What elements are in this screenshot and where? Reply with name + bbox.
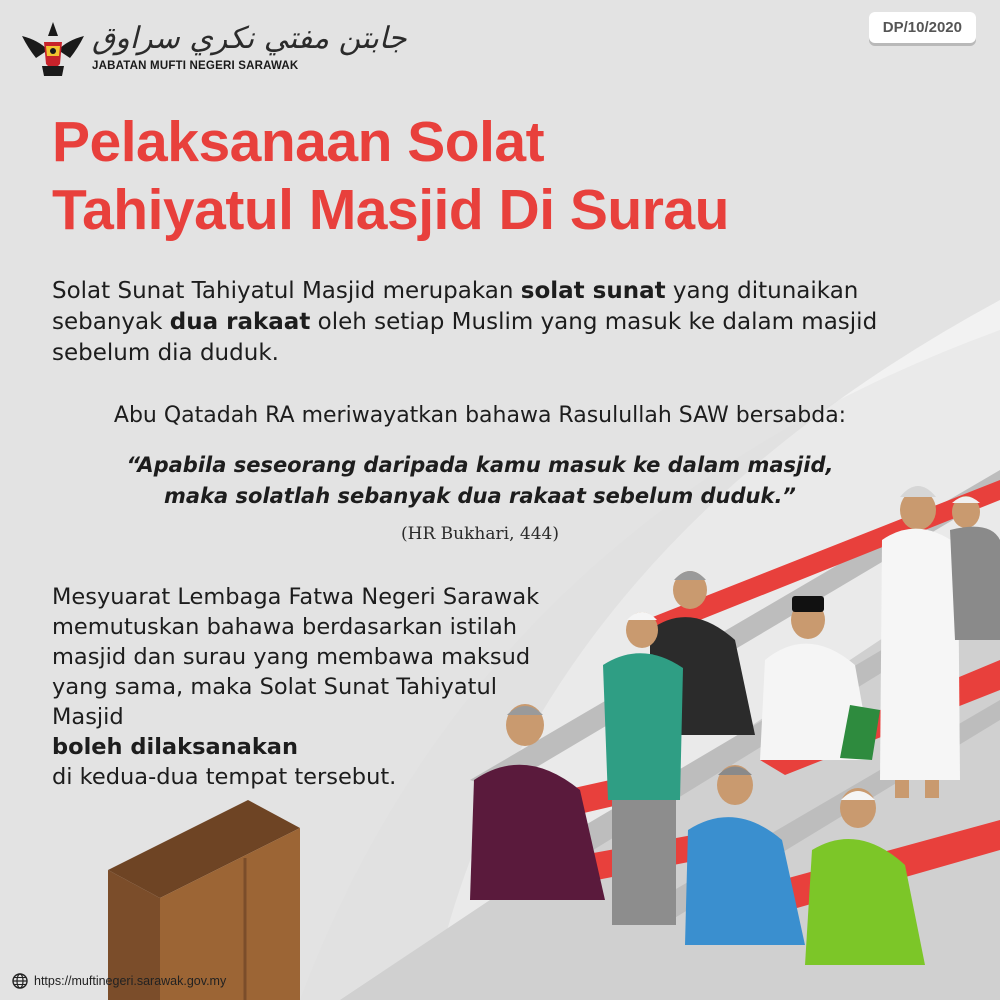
ruling-paragraph [52, 582, 612, 792]
website-url-link[interactable]: https://muftinegeri.sarawak.gov.my [34, 974, 227, 988]
department-name: JABATAN MUFTI NEGERI SARAWAK [92, 60, 299, 72]
department-header [92, 22, 407, 72]
footer [12, 970, 226, 992]
ruling-line-3: masjid dan surau yang membawa maksud [52, 644, 531, 670]
ruling-line-5 [52, 702, 612, 762]
intro-paragraph [52, 276, 952, 369]
hadith-line-1: “Apabila seseorang daripada kamu masuk ke dalam masjid, [126, 453, 834, 477]
ruling-line-5-text: Masjid [52, 704, 124, 730]
hadith-source: (HR Bukhari, 444) [401, 524, 559, 544]
ruling-line-4: yang sama, maka Solat Sunat Tahiyatul [52, 674, 497, 700]
globe-icon [12, 973, 28, 989]
intro-bold-2: dua rakaat [169, 309, 311, 335]
reference-code-badge: DP/10/2020 [869, 12, 976, 43]
page-title [52, 108, 729, 244]
ruling-line-2: memutuskan bahawa berdasarkan istilah [52, 614, 518, 640]
hadith-intro: Abu Qatadah RA meriwayatkan bahawa Rasulullah SAW bersabda: [113, 403, 847, 428]
department-name-jawi: جابتن مفتي نكري سراوق [92, 21, 407, 56]
title-line-2: Tahiyatul Masjid Di Surau [52, 178, 729, 242]
intro-bold-1: solat sunat [520, 278, 666, 304]
intro-text-2: yang ditunaikan sebanyak [52, 278, 859, 335]
intro-text-3: oleh setiap Muslim yang masuk ke dalam masjid sebelum dia duduk. [52, 309, 878, 366]
hadith-line-2: maka solatlah sebanyak dua rakaat sebelum duduk.” [164, 484, 796, 508]
hadith-quote [0, 450, 960, 512]
intro-text-1: Solat Sunat Tahiyatul Masjid merupakan [52, 278, 521, 304]
sarawak-coat-of-arms-logo [18, 14, 88, 84]
hornbill-emblem-icon [18, 14, 88, 84]
title-line-1: Pelaksanaan Solat [52, 110, 545, 174]
ruling-line-1: Mesyuarat Lembaga Fatwa Negeri Sarawak [52, 584, 540, 610]
ruling-line-6: di kedua-dua tempat tersebut. [52, 764, 397, 790]
ruling-line-5-bold: boleh dilaksanakan [52, 734, 299, 760]
